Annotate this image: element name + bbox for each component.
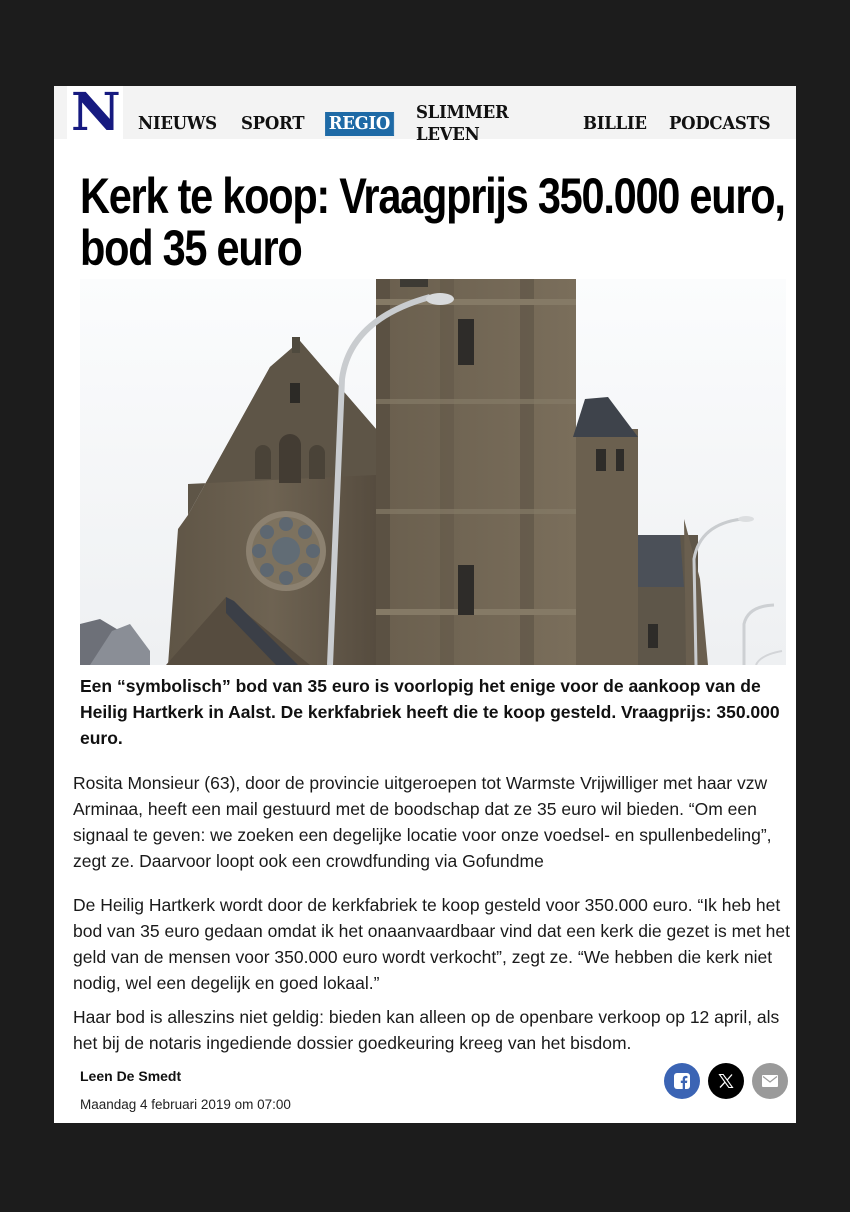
site-logo[interactable] — [67, 81, 123, 143]
nav-item-podcasts[interactable]: PODCASTS — [668, 113, 771, 134]
article-card — [54, 81, 796, 1123]
article-paragraph: Rosita Monsieur (63), door de provincie uitgeroepen tot Warmste Vrijwilliger met haar vzw Arminaa, heeft een mail gestuurd met de boodschap dat ze 35 euro wil bieden. “Om een signaal te geven: we zoeken een degelijke locatie voor onze voedsel- en spullenbedeling”, zegt ze. Daarvoor loopt ook een crowdfunding via Gofundme — [73, 773, 772, 871]
article-photo — [80, 279, 786, 665]
share-facebook-button[interactable] — [664, 1063, 700, 1099]
nav-item-slimmer-leven[interactable]: SLIMMER LEVEN — [416, 102, 509, 145]
church-photo-illustration — [80, 279, 786, 665]
nav-item-regio[interactable]: REGIO — [326, 113, 393, 135]
logo-letter: N — [71, 81, 119, 143]
photo-caption: Een “symbolisch” bod van 35 euro is voorlopig het enige voor de aankoop van de Heilig Hartkerk in Aalst. De kerkfabriek heeft die te koop gesteld. Vraagprijs: 350.000 euro. — [80, 676, 780, 748]
author-name[interactable]: Leen De Smedt — [80, 1068, 182, 1084]
article-headline: Kerk te koop: Vraagprijs 350.000 euro, bod 35 euro — [80, 168, 785, 276]
nav-menu — [138, 102, 796, 146]
article-paragraph: Haar bod is alleszins niet geldig: bieden kan alleen op de openbare verkoop op 12 april, als het bij de notaris ingediende dossier goedkeuring kreeg van het bisdom. — [73, 1007, 780, 1053]
article-paragraph: De Heilig Hartkerk wordt door de kerkfabriek te koop gesteld voor 350.000 euro. “Ik heb het bod van 35 euro gedaan omdat ik het onaanvaardbaar vind dat een kerk die gezet is met het geld van de mensen voor 350.000 euro wordt verkocht”, zegt ze. “We hebben die kerk niet nodig, wel een degelijk en goed lokaal.” — [73, 895, 791, 993]
nav-item-sport[interactable]: SPORT — [240, 113, 304, 134]
top-navigation — [54, 81, 796, 145]
nav-item-billie[interactable]: BILLIE — [582, 113, 647, 134]
mail-icon — [762, 1075, 778, 1087]
share-buttons — [664, 1063, 796, 1099]
share-x-button[interactable] — [708, 1063, 744, 1099]
publish-date: Maandag 4 februari 2019 om 07:00 — [80, 1097, 291, 1112]
facebook-icon — [674, 1073, 690, 1089]
share-email-button[interactable] — [752, 1063, 788, 1099]
x-icon — [718, 1073, 734, 1089]
nav-item-nieuws[interactable]: NIEUWS — [138, 113, 217, 134]
